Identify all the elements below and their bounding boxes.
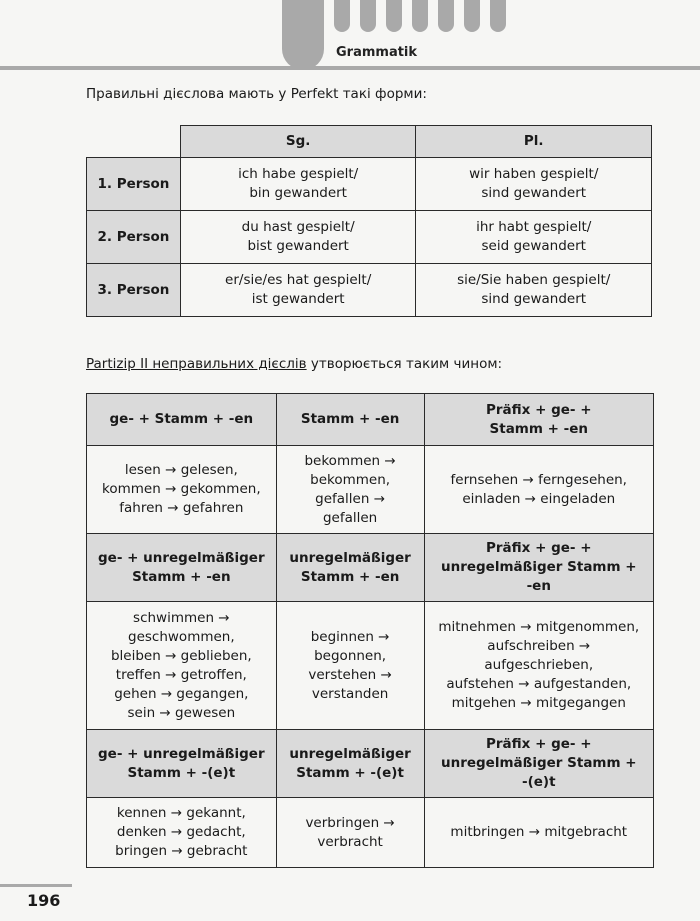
tab-bar	[464, 0, 480, 32]
tab-bar	[334, 0, 350, 32]
example-cell: verbringen → verbracht	[276, 798, 424, 868]
footer-rule	[0, 884, 72, 887]
intro-text: Правильні дієслова мають у Perfekt такі форми:	[86, 86, 427, 102]
tab-bar	[490, 0, 506, 32]
group-header: ge- + Stamm + -en	[87, 394, 277, 446]
empty-corner	[87, 126, 181, 158]
header-rule	[0, 66, 700, 70]
table-cell: ich habe gespielt/ bin gewandert	[180, 158, 416, 211]
row-label: 1. Person	[87, 158, 181, 211]
section-title: Grammatik	[336, 45, 418, 60]
table-cell: sie/Sie haben gespielt/ sind gewandert	[416, 264, 652, 317]
group-header: Präfix + ge- + unregelmäßiger Stamm + -en	[424, 534, 653, 602]
table-cell: ihr habt gespielt/ seid gewandert	[416, 211, 652, 264]
subtitle	[86, 356, 502, 372]
tab-bar	[386, 0, 402, 32]
group-header: Stamm + -en	[276, 394, 424, 446]
example-cell: mitbringen → mitgebracht	[424, 798, 653, 868]
page-number: 196	[27, 891, 61, 910]
column-header-sg: Sg.	[180, 126, 416, 158]
group-header: ge- + unregelmäßiger Stamm + -en	[87, 534, 277, 602]
group-header: unregelmäßiger Stamm + -en	[276, 534, 424, 602]
tab-bar	[360, 0, 376, 32]
example-cell: mitnehmen → mitgenommen, aufschreiben → aufgeschrieben, aufstehen → aufgestanden, mitgehen → mitgegangen	[424, 602, 653, 730]
tab-bar	[412, 0, 428, 32]
example-cell: bekommen → bekommen, gefallen → gefallen	[276, 446, 424, 534]
header-tab	[282, 0, 324, 70]
row-label: 3. Person	[87, 264, 181, 317]
example-cell: schwimmen → geschwommen, bleiben → geblieben, treffen → getroffen, gehen → gegangen, sein → gewesen	[87, 602, 277, 730]
example-cell: kennen → gekannt, denken → gedacht, bringen → gebracht	[87, 798, 277, 868]
row-label: 2. Person	[87, 211, 181, 264]
table-cell: er/sie/es hat gespielt/ ist gewandert	[180, 264, 416, 317]
table-cell: wir haben gespielt/ sind gewandert	[416, 158, 652, 211]
example-cell: lesen → gelesen, kommen → gekommen, fahren → gefahren	[87, 446, 277, 534]
perfekt-table	[86, 125, 652, 317]
column-header-pl: Pl.	[416, 126, 652, 158]
group-header: ge- + unregelmäßiger Stamm + -(e)t	[87, 730, 277, 798]
partizip-table	[86, 393, 654, 868]
group-header: unregelmäßiger Stamm + -(e)t	[276, 730, 424, 798]
example-cell: beginnen → begonnen, verstehen → verstanden	[276, 602, 424, 730]
table-cell: du hast gespielt/ bist gewandert	[180, 211, 416, 264]
group-header: Präfix + ge- + Stamm + -en	[424, 394, 653, 446]
subtitle-rest: утворюється таким чином:	[306, 356, 503, 372]
tab-bar	[438, 0, 454, 32]
group-header: Präfix + ge- + unregelmäßiger Stamm + -(e)t	[424, 730, 653, 798]
example-cell: fernsehen → ferngesehen, einladen → eingeladen	[424, 446, 653, 534]
subtitle-underlined: Partizip II неправильних дієслів	[86, 356, 307, 372]
